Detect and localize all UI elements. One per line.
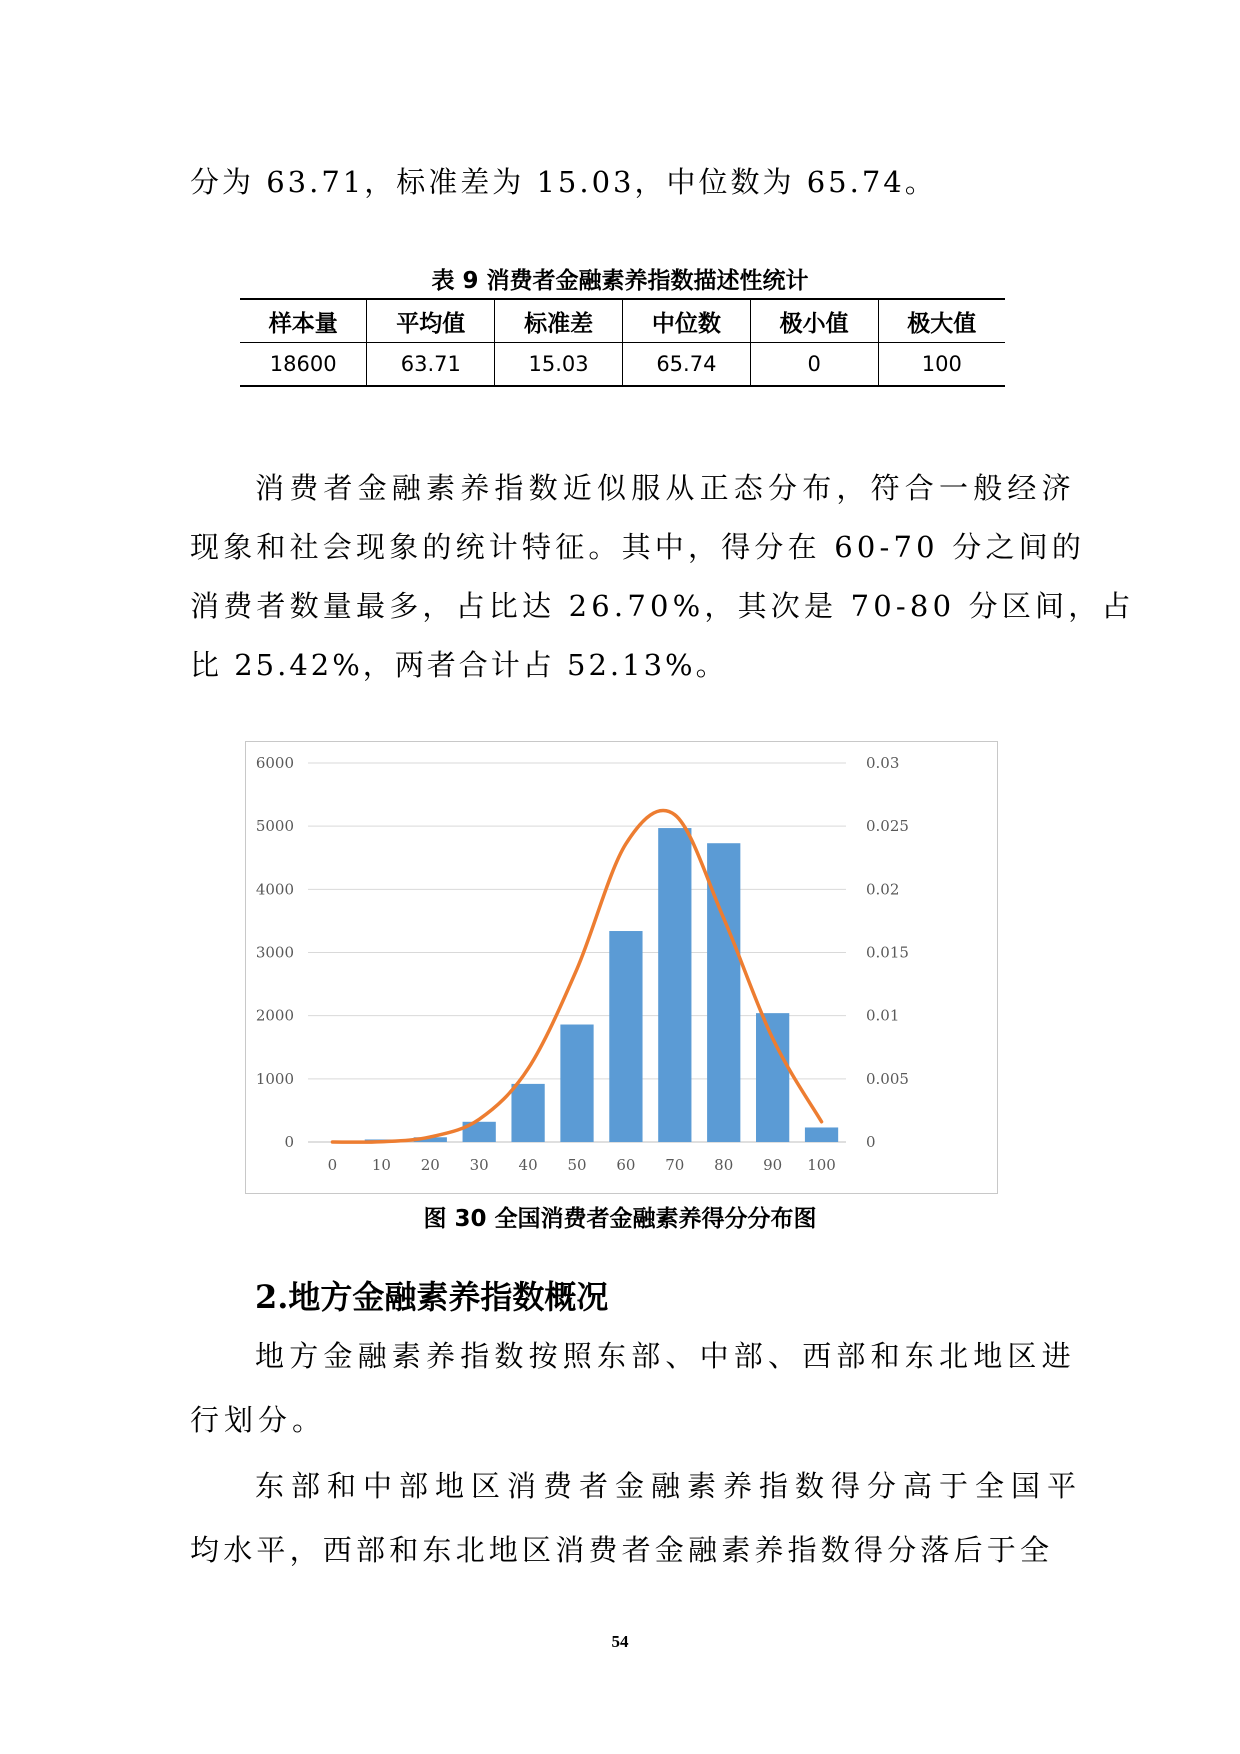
table-header-cell: 中位数	[622, 299, 750, 343]
table-header-cell: 标准差	[495, 299, 623, 343]
paragraph-line: 消费者数量最多，占比达 26.70%，其次是 70-80 分区间，占	[190, 589, 1135, 623]
table-cell: 0	[750, 343, 878, 387]
table-cell: 18600	[240, 343, 367, 387]
right-tick-label: 0	[866, 1133, 876, 1151]
table-caption: 表 9 消费者金融素养指数描述性统计	[431, 268, 809, 294]
table-header-cell: 极大值	[878, 299, 1005, 343]
bar	[560, 1025, 593, 1142]
bar	[658, 828, 691, 1142]
bar	[756, 1013, 789, 1142]
left-tick-label: 1000	[255, 1069, 294, 1088]
table-header-cell: 样本量	[240, 299, 367, 343]
left-tick-label: 5000	[255, 817, 294, 836]
x-tick-label: 10	[371, 1156, 391, 1174]
x-tick-label: 90	[763, 1156, 783, 1174]
table-cell: 63.71	[367, 343, 495, 387]
left-tick-label: 6000	[255, 754, 294, 772]
paragraph-line: 均水平，西部和东北地区消费者金融素养指数得分落后于全	[190, 1533, 1054, 1567]
left-tick-label: 3000	[255, 943, 294, 962]
stats-table	[240, 298, 1005, 387]
bar	[805, 1127, 838, 1142]
table-header-cell: 平均值	[367, 299, 495, 343]
table-cell: 65.74	[622, 343, 750, 387]
right-tick-label: 0.015	[866, 943, 909, 962]
paragraph-line: 地方金融素养指数按照东部、中部、西部和东北地区进	[255, 1339, 1076, 1373]
chart-frame	[245, 741, 998, 1194]
bar	[511, 1084, 544, 1142]
x-tick-label: 30	[469, 1156, 489, 1174]
right-tick-label: 0.01	[866, 1006, 900, 1025]
distribution-chart	[246, 742, 997, 1193]
paragraph-line: 东部和中部地区消费者金融素养指数得分高于全国平	[255, 1469, 1084, 1503]
bar	[609, 931, 642, 1142]
x-tick-label: 80	[714, 1156, 734, 1174]
right-tick-label: 0.005	[866, 1069, 909, 1088]
x-tick-label: 40	[518, 1156, 538, 1174]
x-tick-label: 70	[665, 1156, 685, 1174]
table-cell: 15.03	[495, 343, 623, 387]
paragraph-line: 比 25.42%，两者合计占 52.13%。	[190, 648, 728, 682]
table-cell: 100	[878, 343, 1005, 387]
right-tick-label: 0.025	[866, 817, 909, 836]
x-tick-label: 60	[616, 1156, 636, 1174]
left-tick-label: 0	[284, 1133, 294, 1151]
section-heading: 2.地方金融素养指数概况	[255, 1278, 609, 1316]
x-tick-label: 20	[420, 1156, 440, 1174]
paragraph-line: 现象和社会现象的统计特征。其中，得分在 60-70 分之间的	[190, 530, 1086, 564]
right-tick-label: 0.02	[866, 880, 900, 899]
page-number: 54	[611, 1632, 629, 1651]
paragraph-line: 消费者金融素养指数近似服从正态分布，符合一般经济	[255, 471, 1076, 505]
table-header-row	[240, 299, 1005, 343]
x-tick-label: 50	[567, 1156, 587, 1174]
x-tick-label: 100	[807, 1156, 836, 1174]
x-tick-label: 0	[327, 1156, 338, 1174]
table-row	[240, 343, 1005, 387]
left-tick-label: 2000	[255, 1006, 294, 1025]
figure-caption: 图 30 全国消费者金融素养得分分布图	[423, 1206, 817, 1232]
left-tick-label: 4000	[255, 880, 294, 899]
table-header-cell: 极小值	[750, 299, 878, 343]
right-tick-label: 0.03	[866, 754, 900, 772]
paragraph-line: 行划分。	[190, 1403, 327, 1437]
intro-text-line: 分为 63.71，标准差为 15.03，中位数为 65.74。	[190, 165, 937, 199]
